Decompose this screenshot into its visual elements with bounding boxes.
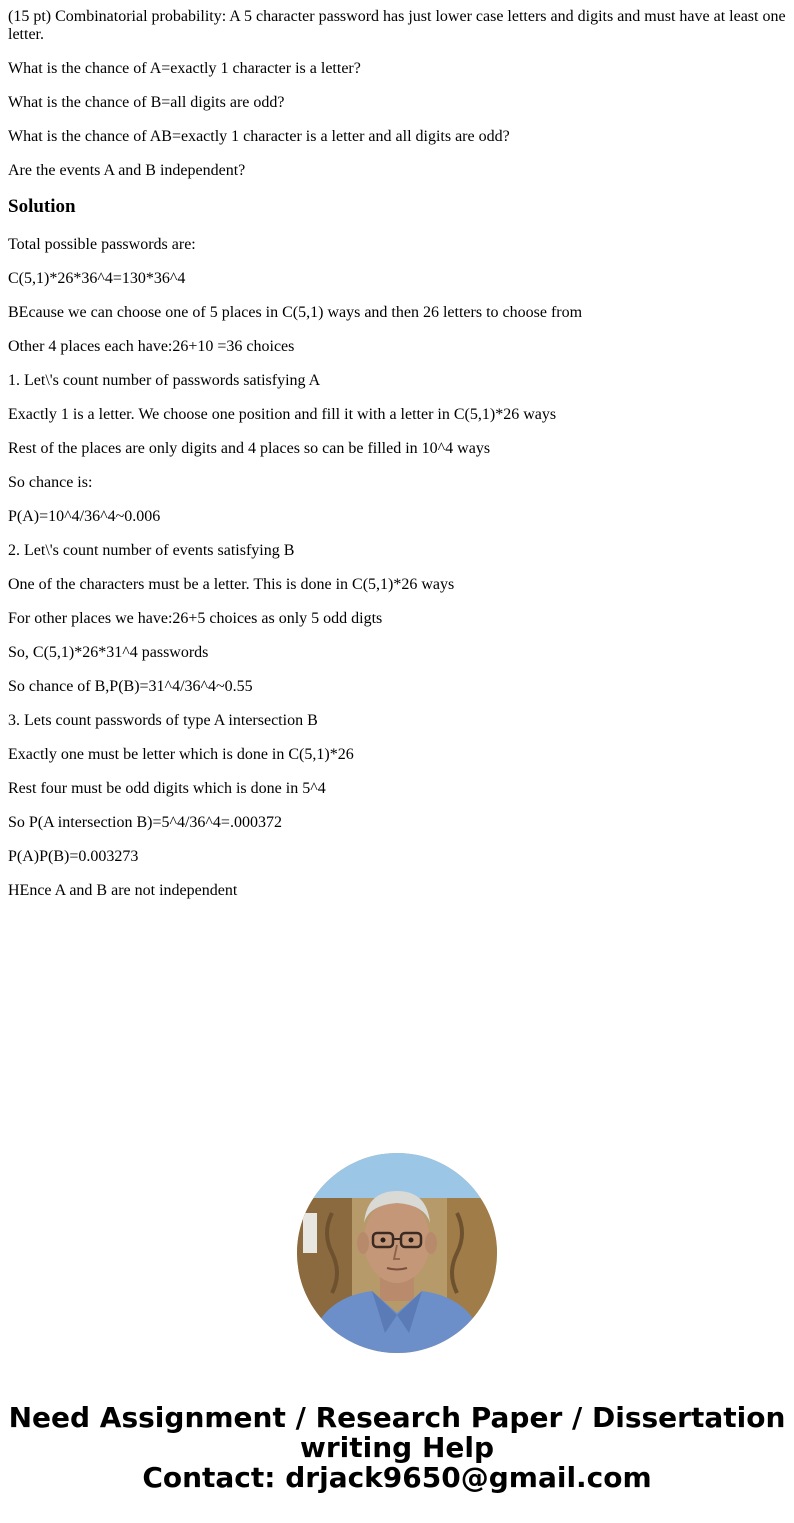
solution-line: Rest four must be odd digits which is done in 5^4: [8, 780, 326, 797]
solution-line: C(5,1)*26*36^4=130*36^4: [8, 270, 186, 287]
solution-line: Exactly 1 is a letter. We choose one position and fill it with a letter in C(5,1)*26 ways: [8, 406, 557, 423]
tutor-avatar: [297, 1153, 497, 1353]
banner-line-1: Need Assignment / Research Paper / Dissertation: [8, 1401, 786, 1434]
question-independence: Are the events A and B independent?: [8, 162, 246, 179]
solution-line: One of the characters must be a letter. This is done in C(5,1)*26 ways: [8, 576, 455, 593]
solution-line: 3. Lets count passwords of type A intersection B: [8, 712, 318, 729]
question-intro: (15 pt) Combinatorial probability: A 5 character password has just lower case letters and digits and must have at least one letter.: [8, 8, 786, 43]
solution-line: Rest of the places are only digits and 4 places so can be filled in 10^4 ways: [8, 440, 491, 457]
solution-heading: Solution: [8, 196, 76, 217]
banner-line-2: writing Help: [299, 1431, 495, 1464]
question-a: What is the chance of A=exactly 1 character is a letter?: [8, 60, 361, 77]
banner-contact-line: Contact: drjack9650@gmail.com: [142, 1461, 652, 1494]
solution-line: So P(A intersection B)=5^4/36^4=.000372: [8, 814, 282, 831]
solution-line: 2. Let\'s count number of events satisfying B: [8, 542, 295, 559]
solution-line: Total possible passwords are:: [8, 236, 196, 253]
solution-line: For other places we have:26+5 choices as only 5 odd digts: [8, 610, 383, 627]
solution-line: So, C(5,1)*26*31^4 passwords: [8, 644, 209, 661]
solution-line: BEcause we can choose one of 5 places in C(5,1) ways and then 26 letters to choose from: [8, 304, 583, 321]
solution-line: 1. Let\'s count number of passwords satisfying A: [8, 372, 321, 389]
solution-line: Exactly one must be letter which is done in C(5,1)*26: [8, 746, 354, 763]
solution-line: So chance is:: [8, 474, 93, 491]
solution-line: So chance of B,P(B)=31^4/36^4~0.55: [8, 678, 253, 695]
solution-line: Other 4 places each have:26+10 =36 choices: [8, 338, 295, 355]
solution-line: P(A)P(B)=0.003273: [8, 848, 139, 865]
question-b: What is the chance of B=all digits are odd?: [8, 94, 285, 111]
document-body: [8, 8, 788, 916]
solution-line: P(A)=10^4/36^4~0.006: [8, 508, 161, 525]
question-ab: What is the chance of AB=exactly 1 character is a letter and all digits are odd?: [8, 128, 510, 145]
tutor-portrait-image: [297, 1153, 497, 1353]
solution-line: HEnce A and B are not independent: [8, 882, 238, 899]
contact-banner: [0, 1403, 794, 1493]
